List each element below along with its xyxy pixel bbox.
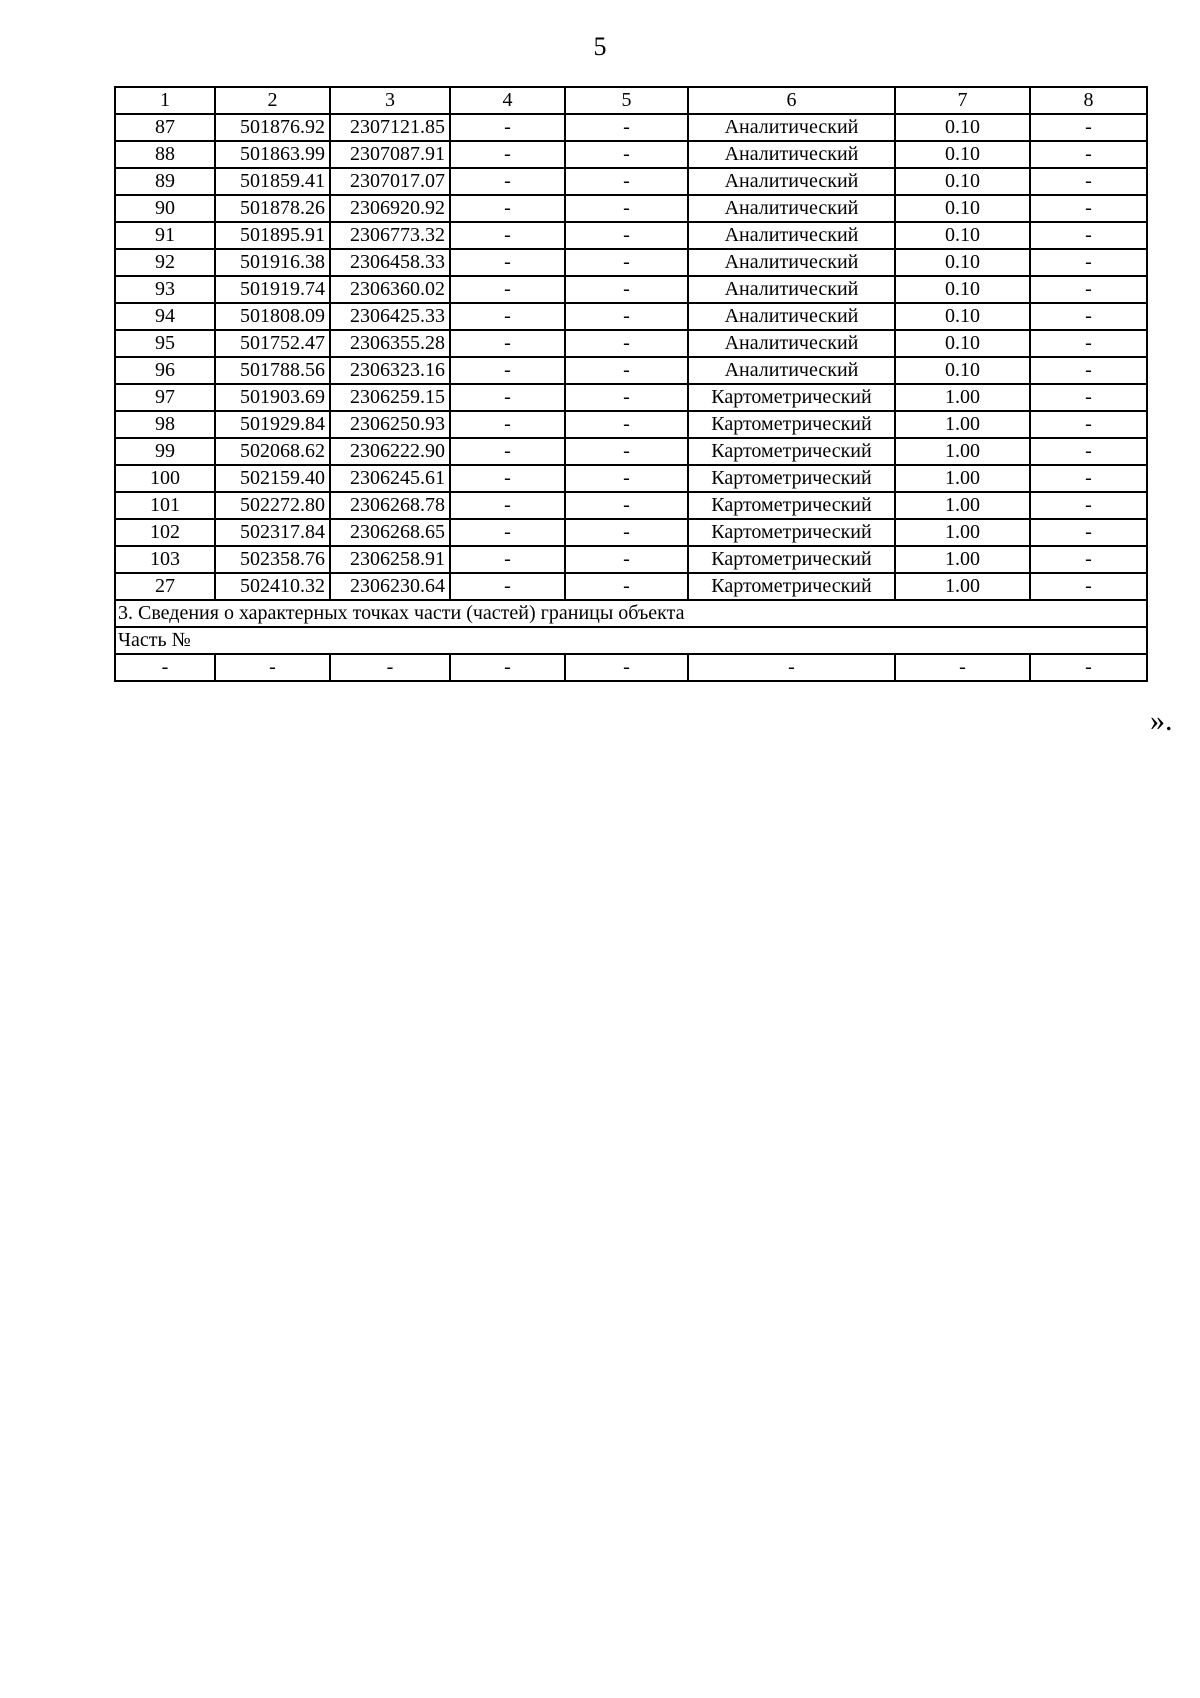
x-coordinate-cell: 501903.69	[215, 384, 330, 411]
empty-cell: -	[450, 654, 565, 681]
x-coordinate-cell: 502358.76	[215, 546, 330, 573]
col8-cell: -	[1030, 411, 1147, 438]
empty-cell: -	[1030, 654, 1147, 681]
point-number-cell: 27	[115, 573, 215, 600]
y-coordinate-cell: 2306920.92	[330, 195, 450, 222]
col8-cell: -	[1030, 195, 1147, 222]
column-header: 2	[215, 87, 330, 114]
empty-cell: -	[330, 654, 450, 681]
col8-cell: -	[1030, 384, 1147, 411]
accuracy-cell: 0.10	[895, 114, 1030, 141]
col4-cell: -	[450, 276, 565, 303]
col4-cell: -	[450, 519, 565, 546]
method-cell: Картометрический	[688, 573, 895, 600]
table-row	[115, 357, 1147, 384]
table-row	[115, 249, 1147, 276]
col4-cell: -	[450, 492, 565, 519]
method-cell: Картометрический	[688, 519, 895, 546]
y-coordinate-cell: 2306355.28	[330, 330, 450, 357]
col4-cell: -	[450, 141, 565, 168]
col4-cell: -	[450, 168, 565, 195]
method-cell: Аналитический	[688, 249, 895, 276]
column-header: 1	[115, 87, 215, 114]
table-row	[115, 222, 1147, 249]
y-coordinate-cell: 2306230.64	[330, 573, 450, 600]
y-coordinate-cell: 2306458.33	[330, 249, 450, 276]
method-cell: Аналитический	[688, 168, 895, 195]
x-coordinate-cell: 501929.84	[215, 411, 330, 438]
y-coordinate-cell: 2306773.32	[330, 222, 450, 249]
table-row	[115, 303, 1147, 330]
empty-cell: -	[565, 654, 688, 681]
point-number-cell: 88	[115, 141, 215, 168]
point-number-cell: 96	[115, 357, 215, 384]
col4-cell: -	[450, 438, 565, 465]
accuracy-cell: 0.10	[895, 222, 1030, 249]
col4-cell: -	[450, 384, 565, 411]
point-number-cell: 91	[115, 222, 215, 249]
col4-cell: -	[450, 303, 565, 330]
table-row	[115, 546, 1147, 573]
table-row	[115, 519, 1147, 546]
col5-cell: -	[565, 249, 688, 276]
empty-cell: -	[688, 654, 895, 681]
table-header-row	[115, 87, 1147, 114]
x-coordinate-cell: 502410.32	[215, 573, 330, 600]
x-coordinate-cell: 502068.62	[215, 438, 330, 465]
y-coordinate-cell: 2306259.15	[330, 384, 450, 411]
col4-cell: -	[450, 465, 565, 492]
col4-cell: -	[450, 249, 565, 276]
table-row	[115, 384, 1147, 411]
method-cell: Картометрический	[688, 492, 895, 519]
x-coordinate-cell: 501752.47	[215, 330, 330, 357]
col5-cell: -	[565, 465, 688, 492]
page-number: 5	[593, 32, 607, 61]
point-number-cell: 98	[115, 411, 215, 438]
point-number-cell: 94	[115, 303, 215, 330]
col8-cell: -	[1030, 465, 1147, 492]
x-coordinate-cell: 501878.26	[215, 195, 330, 222]
x-coordinate-cell: 502317.84	[215, 519, 330, 546]
col8-cell: -	[1030, 519, 1147, 546]
x-coordinate-cell: 501788.56	[215, 357, 330, 384]
col8-cell: -	[1030, 492, 1147, 519]
y-coordinate-cell: 2306268.65	[330, 519, 450, 546]
col8-cell: -	[1030, 438, 1147, 465]
point-number-cell: 100	[115, 465, 215, 492]
col5-cell: -	[565, 546, 688, 573]
y-coordinate-cell: 2306245.61	[330, 465, 450, 492]
col8-cell: -	[1030, 546, 1147, 573]
column-header: 4	[450, 87, 565, 114]
point-number-cell: 95	[115, 330, 215, 357]
method-cell: Картометрический	[688, 465, 895, 492]
part-number-label: Часть №	[115, 627, 1147, 654]
y-coordinate-cell: 2306323.16	[330, 357, 450, 384]
y-coordinate-cell: 2306258.91	[330, 546, 450, 573]
col4-cell: -	[450, 357, 565, 384]
col8-cell: -	[1030, 168, 1147, 195]
method-cell: Аналитический	[688, 141, 895, 168]
table-row	[115, 276, 1147, 303]
point-number-cell: 97	[115, 384, 215, 411]
accuracy-cell: 1.00	[895, 519, 1030, 546]
point-number-cell: 103	[115, 546, 215, 573]
col5-cell: -	[565, 195, 688, 222]
x-coordinate-cell: 501808.09	[215, 303, 330, 330]
col8-cell: -	[1030, 357, 1147, 384]
col4-cell: -	[450, 195, 565, 222]
y-coordinate-cell: 2307087.91	[330, 141, 450, 168]
table-row	[115, 114, 1147, 141]
table-row	[115, 411, 1147, 438]
col8-cell: -	[1030, 276, 1147, 303]
y-coordinate-cell: 2306268.78	[330, 492, 450, 519]
method-cell: Картометрический	[688, 384, 895, 411]
col4-cell: -	[450, 222, 565, 249]
method-cell: Картометрический	[688, 411, 895, 438]
column-header: 6	[688, 87, 895, 114]
boundary-points-table	[114, 86, 1148, 682]
col4-cell: -	[450, 114, 565, 141]
accuracy-cell: 1.00	[895, 573, 1030, 600]
col4-cell: -	[450, 573, 565, 600]
point-number-cell: 92	[115, 249, 215, 276]
method-cell: Аналитический	[688, 114, 895, 141]
accuracy-cell: 0.10	[895, 249, 1030, 276]
col4-cell: -	[450, 330, 565, 357]
x-coordinate-cell: 501919.74	[215, 276, 330, 303]
col4-cell: -	[450, 411, 565, 438]
accuracy-cell: 0.10	[895, 141, 1030, 168]
col5-cell: -	[565, 168, 688, 195]
empty-cell: -	[115, 654, 215, 681]
x-coordinate-cell: 501876.92	[215, 114, 330, 141]
part-number-row	[115, 627, 1147, 654]
col8-cell: -	[1030, 141, 1147, 168]
method-cell: Аналитический	[688, 195, 895, 222]
x-coordinate-cell: 501895.91	[215, 222, 330, 249]
table-row	[115, 141, 1147, 168]
col8-cell: -	[1030, 222, 1147, 249]
accuracy-cell: 0.10	[895, 357, 1030, 384]
accuracy-cell: 1.00	[895, 546, 1030, 573]
x-coordinate-cell: 501916.38	[215, 249, 330, 276]
y-coordinate-cell: 2307121.85	[330, 114, 450, 141]
table-row	[115, 465, 1147, 492]
point-number-cell: 102	[115, 519, 215, 546]
accuracy-cell: 1.00	[895, 438, 1030, 465]
x-coordinate-cell: 502272.80	[215, 492, 330, 519]
col5-cell: -	[565, 303, 688, 330]
method-cell: Аналитический	[688, 222, 895, 249]
empty-cell: -	[895, 654, 1030, 681]
col8-cell: -	[1030, 330, 1147, 357]
y-coordinate-cell: 2306425.33	[330, 303, 450, 330]
accuracy-cell: 1.00	[895, 465, 1030, 492]
accuracy-cell: 1.00	[895, 492, 1030, 519]
method-cell: Аналитический	[688, 357, 895, 384]
section-3-title: 3. Сведения о характерных точках части (частей) границы объекта	[115, 600, 1147, 627]
x-coordinate-cell: 502159.40	[215, 465, 330, 492]
method-cell: Аналитический	[688, 330, 895, 357]
table-row	[115, 573, 1147, 600]
accuracy-cell: 1.00	[895, 411, 1030, 438]
col5-cell: -	[565, 384, 688, 411]
col5-cell: -	[565, 519, 688, 546]
x-coordinate-cell: 501859.41	[215, 168, 330, 195]
point-number-cell: 93	[115, 276, 215, 303]
empty-cell: -	[215, 654, 330, 681]
column-header: 5	[565, 87, 688, 114]
accuracy-cell: 1.00	[895, 384, 1030, 411]
col8-cell: -	[1030, 303, 1147, 330]
col5-cell: -	[565, 411, 688, 438]
table-row	[115, 438, 1147, 465]
point-number-cell: 99	[115, 438, 215, 465]
y-coordinate-cell: 2307017.07	[330, 168, 450, 195]
col8-cell: -	[1030, 114, 1147, 141]
y-coordinate-cell: 2306222.90	[330, 438, 450, 465]
column-header: 8	[1030, 87, 1147, 114]
empty-part-row	[115, 654, 1147, 681]
closing-quote-mark: ».	[1150, 704, 1173, 737]
method-cell: Картометрический	[688, 546, 895, 573]
accuracy-cell: 0.10	[895, 330, 1030, 357]
column-header: 3	[330, 87, 450, 114]
col5-cell: -	[565, 357, 688, 384]
point-number-cell: 87	[115, 114, 215, 141]
point-number-cell: 90	[115, 195, 215, 222]
col5-cell: -	[565, 330, 688, 357]
col5-cell: -	[565, 276, 688, 303]
point-number-cell: 101	[115, 492, 215, 519]
x-coordinate-cell: 501863.99	[215, 141, 330, 168]
col5-cell: -	[565, 438, 688, 465]
method-cell: Аналитический	[688, 276, 895, 303]
y-coordinate-cell: 2306360.02	[330, 276, 450, 303]
table-row	[115, 195, 1147, 222]
section-3-row	[115, 600, 1147, 627]
method-cell: Картометрический	[688, 438, 895, 465]
col5-cell: -	[565, 141, 688, 168]
y-coordinate-cell: 2306250.93	[330, 411, 450, 438]
col4-cell: -	[450, 546, 565, 573]
accuracy-cell: 0.10	[895, 303, 1030, 330]
table-row	[115, 330, 1147, 357]
accuracy-cell: 0.10	[895, 168, 1030, 195]
col5-cell: -	[565, 492, 688, 519]
col5-cell: -	[565, 573, 688, 600]
table-row	[115, 168, 1147, 195]
table-row	[115, 492, 1147, 519]
method-cell: Аналитический	[688, 303, 895, 330]
column-header: 7	[895, 87, 1030, 114]
col5-cell: -	[565, 222, 688, 249]
accuracy-cell: 0.10	[895, 195, 1030, 222]
col8-cell: -	[1030, 573, 1147, 600]
col8-cell: -	[1030, 249, 1147, 276]
col5-cell: -	[565, 114, 688, 141]
point-number-cell: 89	[115, 168, 215, 195]
accuracy-cell: 0.10	[895, 276, 1030, 303]
